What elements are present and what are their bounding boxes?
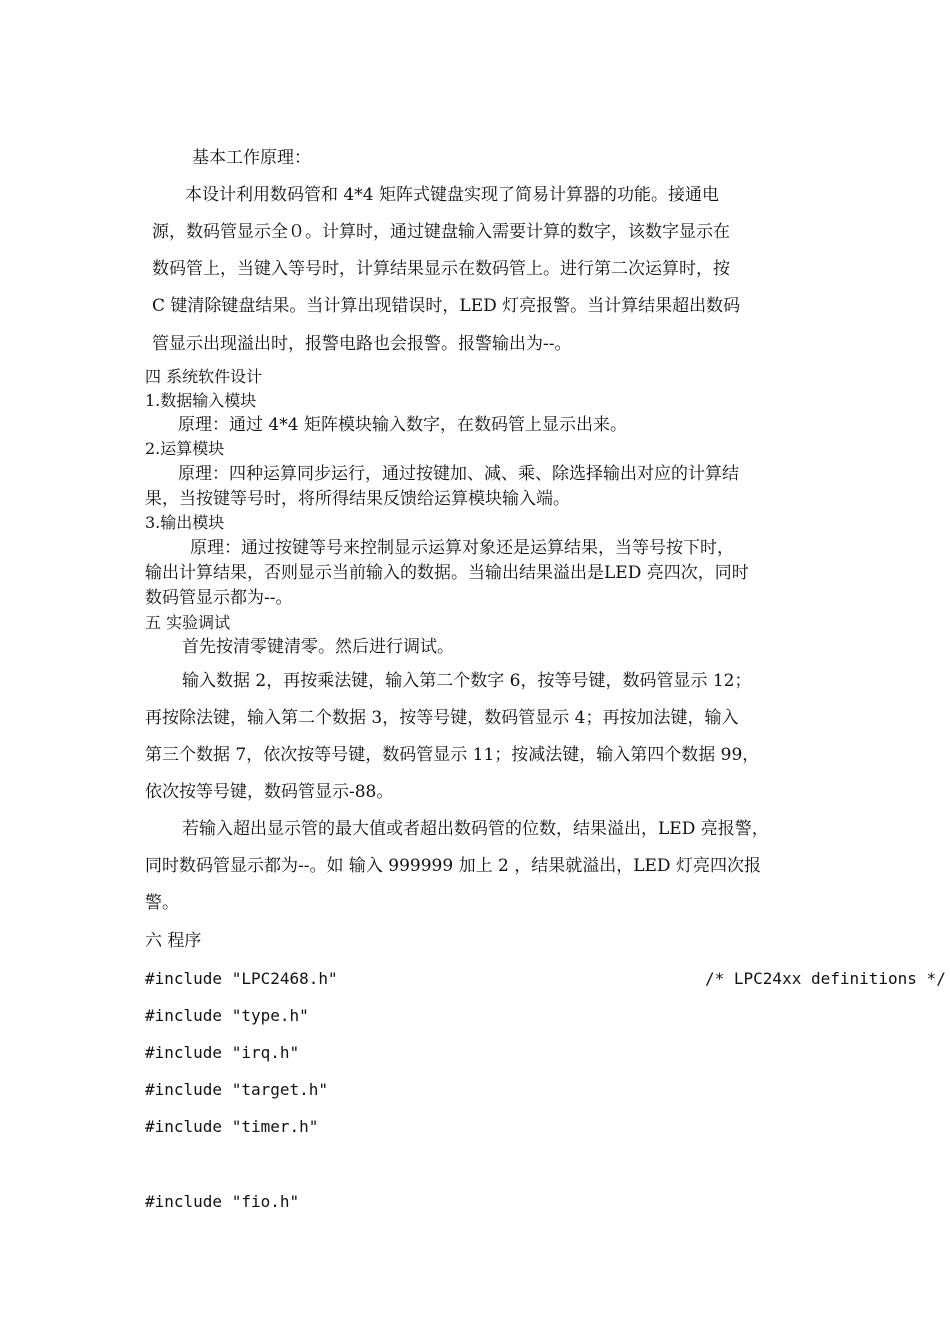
module3-line-3: 数码管显示都为--。 (145, 588, 293, 608)
principle-line-5: 管显示出现溢出时，报警电路也会报警。报警输出为--。 (152, 334, 572, 354)
code-line-1 (145, 968, 946, 990)
code-line-2: #include "type.h" (145, 1006, 309, 1025)
section6-title: 六 程序 (145, 931, 202, 951)
module3-title: 3.输出模块 (145, 513, 225, 532)
overflow-line-1: 若输入超出显示管的最大值或者超出数码管的位数，结果溢出，LED 亮报警， (182, 819, 769, 839)
testing-first-line: 首先按清零键清零。然后进行调试。 (182, 637, 454, 657)
code-line-5: #include "timer.h" (145, 1117, 319, 1136)
code-line-6: #include "fio.h" (145, 1192, 300, 1211)
overflow-line-2: 同时数码管显示都为--。如 输入 999999 加上 2 ，结果就溢出，LED 灯亮四次报 (145, 856, 761, 876)
module3-line-1: 原理：通过按键等号来控制显示运算对象还是运算结果，当等号按下时， (190, 538, 734, 558)
code-comment: /* LPC24xx definitions */ (705, 969, 946, 988)
testing-line-4: 依次按等号键，数码管显示-88。 (145, 782, 394, 802)
module2-title: 2.运算模块 (145, 439, 225, 458)
principle-line-2: 源，数码管显示全０。计算时，通过键盘输入需要计算的数字，该数字显示在 (152, 222, 730, 242)
module1-title: 1.数据输入模块 (145, 391, 257, 410)
principle-line-3: 数码管上，当键入等号时，计算结果显示在数码管上。进行第二次运算时，按 (152, 259, 730, 279)
code-line-4: #include "target.h" (145, 1080, 329, 1099)
section5-title: 五 实验调试 (145, 613, 231, 632)
testing-line-2: 再按除法键，输入第二个数据 3，按等号键，数码管显示 4；再按加法键，输入 (145, 708, 739, 728)
principle-title: 基本工作原理： (192, 148, 311, 168)
module2-line-1: 原理：四种运算同步运行，通过按键加、减、乘、除选择输出对应的计算结 (178, 464, 739, 484)
module1-text: 原理：通过 4*4 矩阵模块输入数字，在数码管上显示出来。 (178, 415, 627, 435)
code-line-3: #include "irq.h" (145, 1043, 300, 1062)
principle-line-4: C 键清除键盘结果。当计算出现错误时，LED 灯亮报警。当计算结果超出数码 (152, 296, 741, 316)
testing-line-1: 输入数据 2，再按乘法键，输入第二个数字 6，按等号键，数码管显示 12； (182, 671, 752, 691)
module2-line-2: 果，当按键等号时，将所得结果反馈给运算模块输入端。 (145, 489, 570, 509)
testing-line-3: 第三个数据 7，依次按等号键，数码管显示 11；按减法键，输入第四个数据 99， (145, 745, 760, 765)
overflow-line-3: 警。 (145, 893, 179, 913)
module3-line-2: 输出计算结果，否则显示当前输入的数据。当输出结果溢出是LED 亮四次，同时 (145, 563, 749, 583)
principle-line-1: 本设计利用数码管和 4*4 矩阵式键盘实现了简易计算器的功能。接通电 (185, 185, 719, 205)
section4-title: 四 系统软件设计 (145, 367, 263, 386)
code-text: #include "LPC2468.h" (145, 969, 338, 988)
